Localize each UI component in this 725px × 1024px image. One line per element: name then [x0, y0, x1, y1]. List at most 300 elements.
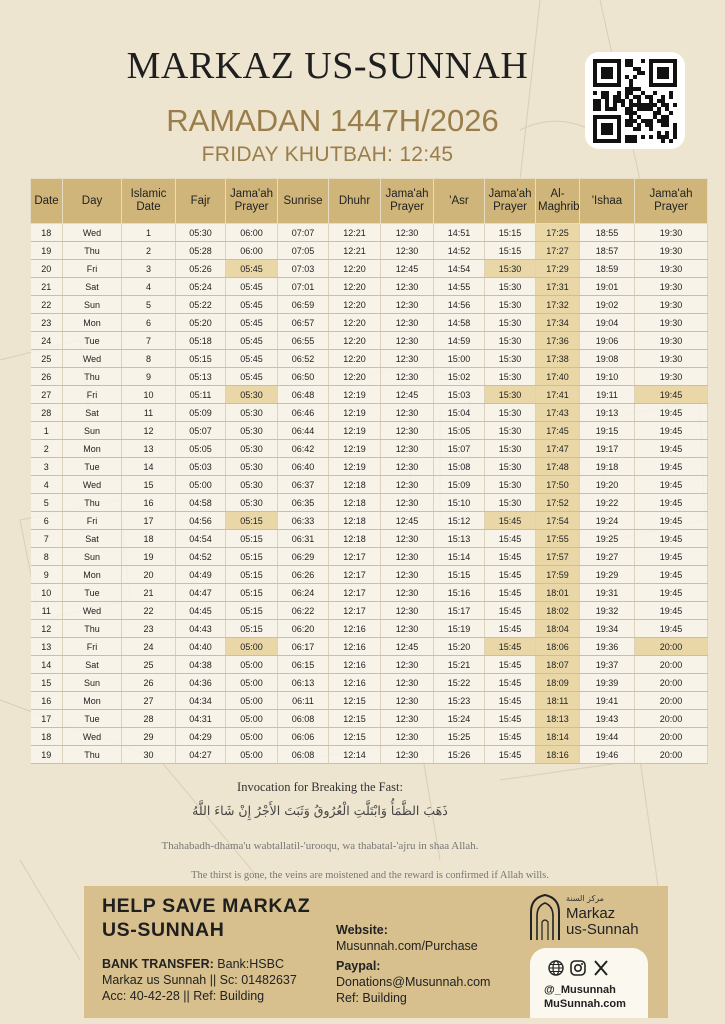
qr-code[interactable]	[585, 52, 685, 149]
bank-label: BANK TRANSFER:	[102, 957, 214, 971]
table-cell: 06:44	[278, 422, 329, 440]
column-header: Dhuhr	[329, 179, 381, 224]
table-cell: 05:15	[176, 350, 226, 368]
table-cell: 04:58	[176, 494, 226, 512]
table-cell: 05:15	[226, 566, 278, 584]
paypal-ref: Ref: Building	[336, 991, 407, 1005]
social-handle	[544, 983, 626, 1011]
table-cell: Tue	[63, 332, 122, 350]
table-cell: 12:45	[381, 512, 434, 530]
table-cell: 30	[122, 746, 176, 764]
table-cell: 05:15	[226, 620, 278, 638]
table-cell: 12:30	[381, 278, 434, 296]
table-cell: 12:19	[329, 404, 381, 422]
khutbah-time: FRIDAY KHUTBAH: 12:45	[201, 143, 454, 166]
table-cell: 19:43	[580, 710, 635, 728]
table-cell: 12	[31, 620, 63, 638]
table-cell: 14:58	[434, 314, 485, 332]
table-cell: 12:45	[381, 386, 434, 404]
table-cell: 17:41	[536, 386, 580, 404]
bank-line3: Acc: 40-42-28 || Ref: Building	[102, 989, 265, 1003]
table-cell: 15:30	[485, 278, 536, 296]
table-cell: 12:20	[329, 350, 381, 368]
table-cell: 5	[31, 494, 63, 512]
social-icons	[548, 960, 609, 981]
table-cell: 06:29	[278, 548, 329, 566]
table-cell: 05:45	[226, 350, 278, 368]
table-cell: 8	[122, 350, 176, 368]
table-cell: 19:24	[580, 512, 635, 530]
table-cell: 05:07	[176, 422, 226, 440]
table-cell: 12:17	[329, 548, 381, 566]
table-cell: 18	[31, 728, 63, 746]
table-cell: 20:00	[635, 674, 708, 692]
table-cell: 19:15	[580, 422, 635, 440]
table-cell: 12:30	[381, 602, 434, 620]
table-cell: 06:37	[278, 476, 329, 494]
table-cell: 15:23	[434, 692, 485, 710]
table-cell: 27	[31, 386, 63, 404]
table-cell: 19:45	[635, 584, 708, 602]
table-cell: 17:54	[536, 512, 580, 530]
table-cell: 12:17	[329, 566, 381, 584]
table-cell: 15:08	[434, 458, 485, 476]
table-cell: 12:30	[381, 350, 434, 368]
table-cell: 17:59	[536, 566, 580, 584]
column-header: 'Asr	[434, 179, 485, 224]
table-cell: 18:07	[536, 656, 580, 674]
paypal-email[interactable]: Donations@Musunnah.com	[336, 975, 491, 989]
table-cell: 05:30	[226, 476, 278, 494]
table-cell: Sat	[63, 404, 122, 422]
table-cell: Fri	[63, 638, 122, 656]
table-cell: Sun	[63, 674, 122, 692]
table-cell: 12:30	[381, 692, 434, 710]
table-cell: 15:15	[485, 242, 536, 260]
help-heading	[102, 894, 362, 942]
column-header: Day	[63, 179, 122, 224]
table-cell: 15	[31, 674, 63, 692]
table-cell: 04:45	[176, 602, 226, 620]
bank-line2: Markaz us Sunnah || Sc: 01482637	[102, 973, 297, 987]
table-cell: 12:20	[329, 332, 381, 350]
table-cell: 05:45	[226, 368, 278, 386]
table-cell: 15:17	[434, 602, 485, 620]
table-cell: 17:52	[536, 494, 580, 512]
table-cell: 05:22	[176, 296, 226, 314]
table-cell: 04:27	[176, 746, 226, 764]
table-cell: 26	[31, 368, 63, 386]
table-cell: 14:59	[434, 332, 485, 350]
table-cell: 19:32	[580, 602, 635, 620]
table-cell: 15:45	[485, 566, 536, 584]
table-cell: Sun	[63, 422, 122, 440]
table-cell: 7	[31, 530, 63, 548]
table-cell: 13	[31, 638, 63, 656]
table-cell: 19:02	[580, 296, 635, 314]
table-cell: 19:44	[580, 728, 635, 746]
table-cell: 04:36	[176, 674, 226, 692]
table-cell: 06:00	[226, 242, 278, 260]
table-cell: Thu	[63, 494, 122, 512]
table-cell: Sat	[63, 530, 122, 548]
table-cell: 04:31	[176, 710, 226, 728]
table-cell: 17:43	[536, 404, 580, 422]
table-cell: 15:30	[485, 260, 536, 278]
table-cell: 06:00	[226, 224, 278, 242]
table-cell: 21	[31, 278, 63, 296]
table-cell: 05:15	[226, 584, 278, 602]
table-cell: 05:15	[226, 512, 278, 530]
paypal-label: Paypal:	[336, 959, 381, 973]
table-cell: 12:21	[329, 242, 381, 260]
table-row	[31, 350, 708, 368]
table-row	[31, 476, 708, 494]
table-cell: 19:29	[580, 566, 635, 584]
table-cell: 10	[122, 386, 176, 404]
table-cell: Fri	[63, 512, 122, 530]
table-cell: Tue	[63, 584, 122, 602]
table-cell: 04:43	[176, 620, 226, 638]
table-cell: 19:30	[635, 332, 708, 350]
table-cell: 15:30	[485, 332, 536, 350]
table-cell: 06:52	[278, 350, 329, 368]
table-cell: 12:30	[381, 494, 434, 512]
table-cell: Sun	[63, 548, 122, 566]
table-row	[31, 368, 708, 386]
table-cell: Fri	[63, 386, 122, 404]
column-header: Jama'ah Prayer	[226, 179, 278, 224]
help-heading-line2: US-SUNNAH	[102, 919, 225, 941]
table-cell: 18:59	[580, 260, 635, 278]
table-cell: Mon	[63, 692, 122, 710]
table-cell: 12:18	[329, 476, 381, 494]
table-cell: 19:08	[580, 350, 635, 368]
table-cell: 12:30	[381, 440, 434, 458]
table-cell: Mon	[63, 314, 122, 332]
table-cell: 04:52	[176, 548, 226, 566]
table-cell: 12:20	[329, 368, 381, 386]
table-cell: 12:17	[329, 602, 381, 620]
table-cell: Wed	[63, 476, 122, 494]
table-cell: 12:30	[381, 584, 434, 602]
table-cell: 17:36	[536, 332, 580, 350]
table-cell: Mon	[63, 440, 122, 458]
table-cell: 05:15	[226, 602, 278, 620]
bank-value: Bank:HSBC	[217, 957, 284, 971]
table-cell: 15:30	[485, 404, 536, 422]
table-cell: 17:29	[536, 260, 580, 278]
table-cell: Thu	[63, 242, 122, 260]
table-cell: 1	[31, 422, 63, 440]
table-cell: 05:00	[226, 656, 278, 674]
table-cell: 12:45	[381, 260, 434, 278]
table-cell: 19:30	[635, 260, 708, 278]
table-cell: 05:30	[226, 458, 278, 476]
table-cell: 20:00	[635, 692, 708, 710]
table-row	[31, 584, 708, 602]
table-cell: 12:30	[381, 746, 434, 764]
table-cell: 05:45	[226, 296, 278, 314]
table-cell: 19:20	[580, 476, 635, 494]
table-cell: 19:30	[635, 224, 708, 242]
table-cell: 05:20	[176, 314, 226, 332]
table-cell: 12:30	[381, 458, 434, 476]
table-cell: 06:42	[278, 440, 329, 458]
table-cell: 06:40	[278, 458, 329, 476]
table-cell: 25	[31, 350, 63, 368]
table-row	[31, 296, 708, 314]
globe-icon[interactable]	[548, 960, 564, 976]
table-cell: 04:56	[176, 512, 226, 530]
table-cell: 16	[122, 494, 176, 512]
table-cell: 06:55	[278, 332, 329, 350]
table-cell: 17:27	[536, 242, 580, 260]
table-cell: 3	[122, 260, 176, 278]
table-cell: 19:37	[580, 656, 635, 674]
table-cell: 19:34	[580, 620, 635, 638]
table-cell: 18:55	[580, 224, 635, 242]
table-cell: 24	[122, 638, 176, 656]
table-cell: 18:04	[536, 620, 580, 638]
table-cell: 04:40	[176, 638, 226, 656]
table-cell: 17	[31, 710, 63, 728]
table-cell: 07:01	[278, 278, 329, 296]
table-cell: 07:03	[278, 260, 329, 278]
table-cell: Wed	[63, 350, 122, 368]
table-cell: 05:45	[226, 278, 278, 296]
table-cell: 5	[122, 296, 176, 314]
table-cell: 4	[122, 278, 176, 296]
table-cell: 05:30	[226, 404, 278, 422]
table-cell: 06:59	[278, 296, 329, 314]
table-cell: 15:19	[434, 620, 485, 638]
table-cell: 05:13	[176, 368, 226, 386]
donation-banner	[84, 886, 668, 1018]
table-row	[31, 278, 708, 296]
table-cell: 12:16	[329, 656, 381, 674]
table-cell: 05:00	[226, 728, 278, 746]
table-cell: 15:30	[485, 386, 536, 404]
table-cell: 19:45	[635, 440, 708, 458]
table-cell: 15:22	[434, 674, 485, 692]
table-cell: 12:30	[381, 674, 434, 692]
table-cell: Thu	[63, 746, 122, 764]
table-cell: 18:02	[536, 602, 580, 620]
table-cell: 17:55	[536, 530, 580, 548]
table-cell: 06:15	[278, 656, 329, 674]
table-cell: 19:41	[580, 692, 635, 710]
table-cell: 20	[31, 260, 63, 278]
table-row	[31, 674, 708, 692]
table-cell: Sat	[63, 656, 122, 674]
table-cell: 19:30	[635, 314, 708, 332]
table-cell: 12:30	[381, 620, 434, 638]
table-row	[31, 692, 708, 710]
table-cell: 12:15	[329, 710, 381, 728]
ramadan-subtitle: RAMADAN 1447H/2026	[166, 103, 499, 138]
table-cell: 05:09	[176, 404, 226, 422]
social-panel	[530, 948, 648, 1018]
table-cell: Mon	[63, 566, 122, 584]
table-cell: 06:35	[278, 494, 329, 512]
table-cell: 19:27	[580, 548, 635, 566]
table-cell: 11	[31, 602, 63, 620]
table-cell: 19:39	[580, 674, 635, 692]
table-cell: 20:00	[635, 656, 708, 674]
table-cell: 15:30	[485, 368, 536, 386]
table-cell: 23	[122, 620, 176, 638]
website-link[interactable]: Musunnah.com/Purchase	[336, 939, 478, 953]
table-cell: 19:31	[580, 584, 635, 602]
table-cell: 06:33	[278, 512, 329, 530]
table-cell: 12:30	[381, 566, 434, 584]
table-cell: 15:25	[434, 728, 485, 746]
table-cell: 05:15	[226, 548, 278, 566]
table-cell: 20:00	[635, 638, 708, 656]
table-cell: 17:25	[536, 224, 580, 242]
table-cell: 17:47	[536, 440, 580, 458]
table-cell: 19:30	[635, 278, 708, 296]
column-header: Al-Maghrib	[536, 179, 580, 224]
table-cell: 15:21	[434, 656, 485, 674]
table-cell: 23	[31, 314, 63, 332]
table-cell: 19:45	[635, 404, 708, 422]
table-cell: 6	[31, 512, 63, 530]
table-cell: 15:45	[485, 620, 536, 638]
table-cell: Sat	[63, 278, 122, 296]
logo-line1: Markaz	[566, 905, 616, 922]
table-cell: Thu	[63, 620, 122, 638]
table-cell: 12:30	[381, 728, 434, 746]
table-cell: 15:45	[485, 602, 536, 620]
table-cell: 15:10	[434, 494, 485, 512]
table-cell: 26	[122, 674, 176, 692]
table-cell: 04:34	[176, 692, 226, 710]
invocation-meaning: The thirst is gone, the veins are moistened and the reward is confirmed if Allah wills.	[191, 870, 549, 881]
qr-code-icon	[593, 59, 677, 143]
table-cell: 12:30	[381, 332, 434, 350]
table-cell: 19:45	[635, 386, 708, 404]
x-icon[interactable]	[593, 960, 609, 976]
table-row	[31, 224, 708, 242]
table-cell: Sun	[63, 296, 122, 314]
invocation-heading: Invocation for Breaking the Fast:	[237, 780, 403, 794]
table-cell: 05:30	[176, 224, 226, 242]
table-cell: 05:28	[176, 242, 226, 260]
table-cell: 15:30	[485, 494, 536, 512]
table-cell: 15:30	[485, 476, 536, 494]
table-cell: 14:54	[434, 260, 485, 278]
table-header-row	[31, 179, 708, 224]
table-cell: 15:07	[434, 440, 485, 458]
table-cell: 15:26	[434, 746, 485, 764]
social-handle-text: @_Musunnah	[544, 984, 616, 996]
table-cell: 12	[122, 422, 176, 440]
table-cell: 05:30	[226, 440, 278, 458]
table-cell: 15:30	[485, 350, 536, 368]
table-cell: 14:56	[434, 296, 485, 314]
table-cell: 05:00	[226, 692, 278, 710]
table-cell: 07:07	[278, 224, 329, 242]
table-cell: 25	[122, 656, 176, 674]
table-cell: 19:45	[635, 512, 708, 530]
table-cell: 15:30	[485, 458, 536, 476]
table-cell: 05:45	[226, 332, 278, 350]
table-cell: 05:00	[226, 638, 278, 656]
help-heading-line1: HELP SAVE MARKAZ	[102, 895, 311, 917]
table-cell: 17:48	[536, 458, 580, 476]
table-cell: 12:18	[329, 512, 381, 530]
table-row	[31, 746, 708, 764]
table-cell: 12:21	[329, 224, 381, 242]
table-cell: 15:30	[485, 314, 536, 332]
table-cell: 18:09	[536, 674, 580, 692]
table-cell: 19:45	[635, 494, 708, 512]
table-cell: 15:14	[434, 548, 485, 566]
social-site[interactable]: MuSunnah.com	[544, 998, 626, 1010]
table-row	[31, 440, 708, 458]
table-cell: 19:22	[580, 494, 635, 512]
table-cell: 12:20	[329, 278, 381, 296]
table-cell: 04:38	[176, 656, 226, 674]
website-label: Website:	[336, 923, 388, 937]
table-cell: 12:19	[329, 458, 381, 476]
table-cell: 12:30	[381, 656, 434, 674]
table-row	[31, 728, 708, 746]
table-cell: 12:30	[381, 422, 434, 440]
table-cell: 05:30	[226, 422, 278, 440]
table-cell: 12:30	[381, 368, 434, 386]
table-cell: 06:57	[278, 314, 329, 332]
table-cell: Thu	[63, 368, 122, 386]
table-row	[31, 656, 708, 674]
table-cell: 17	[122, 512, 176, 530]
website-details	[336, 922, 490, 1006]
table-cell: 12:45	[381, 638, 434, 656]
table-cell: 15:45	[485, 728, 536, 746]
table-row	[31, 242, 708, 260]
table-cell: 12:30	[381, 314, 434, 332]
table-cell: 04:54	[176, 530, 226, 548]
table-cell: 19:11	[580, 386, 635, 404]
column-header: 'Ishaa	[580, 179, 635, 224]
table-cell: 05:00	[226, 674, 278, 692]
table-cell: 19:45	[635, 422, 708, 440]
table-cell: 15:45	[485, 710, 536, 728]
table-cell: 05:00	[226, 710, 278, 728]
instagram-icon[interactable]	[570, 960, 586, 976]
table-cell: 05:18	[176, 332, 226, 350]
table-cell: 15:04	[434, 404, 485, 422]
table-cell: 14:51	[434, 224, 485, 242]
table-row	[31, 512, 708, 530]
table-cell: 12:16	[329, 620, 381, 638]
table-row	[31, 710, 708, 728]
table-cell: 19:10	[580, 368, 635, 386]
table-cell: 19:04	[580, 314, 635, 332]
table-cell: 06:48	[278, 386, 329, 404]
table-cell: 18	[122, 530, 176, 548]
table-cell: 16	[31, 692, 63, 710]
column-header: Sunrise	[278, 179, 329, 224]
table-row	[31, 566, 708, 584]
table-cell: 12:15	[329, 692, 381, 710]
table-cell: 06:46	[278, 404, 329, 422]
table-cell: 05:05	[176, 440, 226, 458]
table-cell: 7	[122, 332, 176, 350]
table-cell: 17:32	[536, 296, 580, 314]
